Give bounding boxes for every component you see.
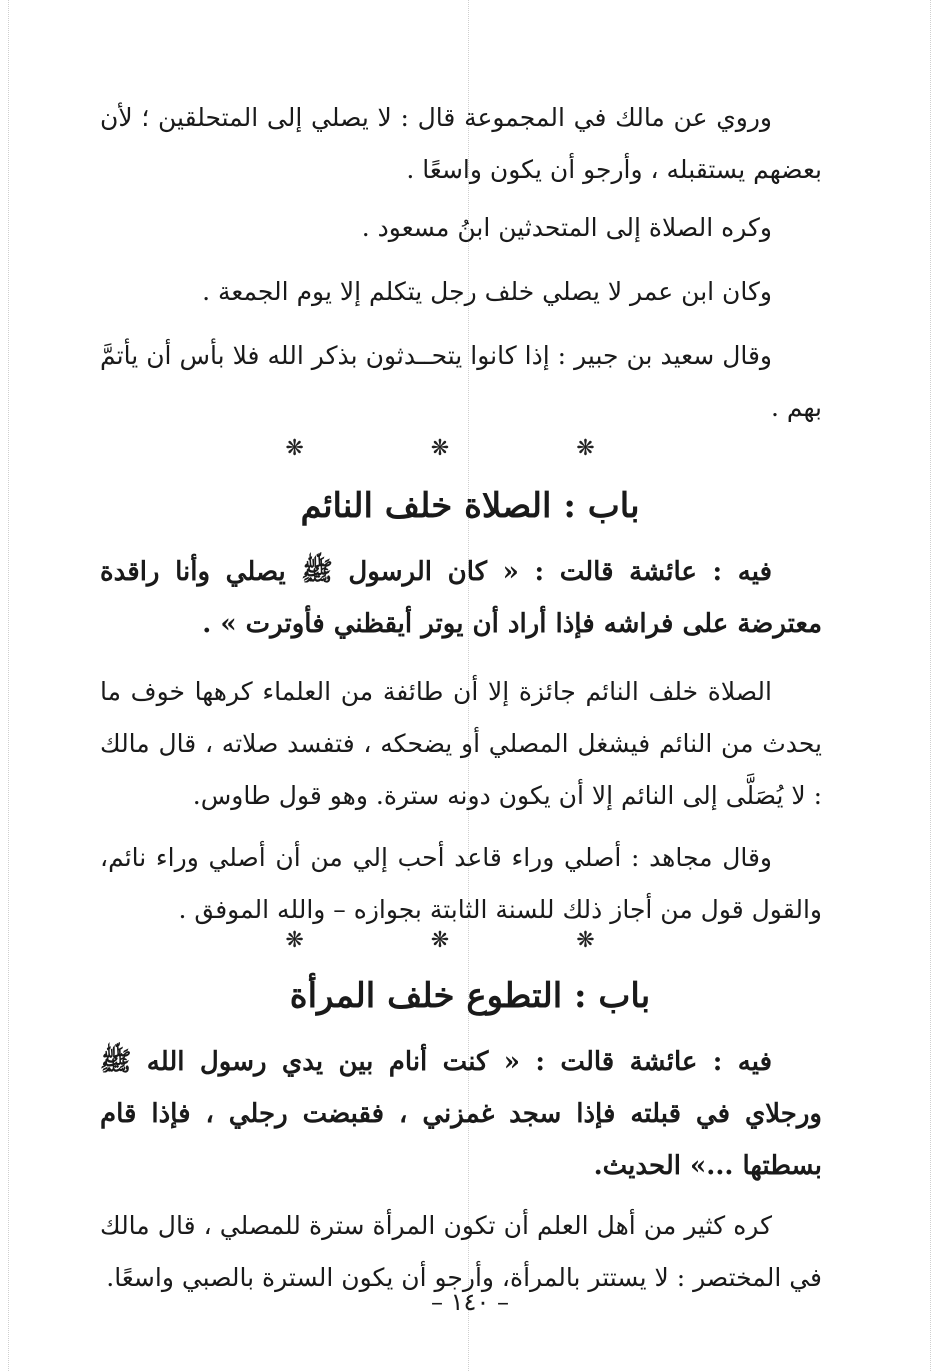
section-heading-woman: باب : التطوع خلف المرأة [289, 976, 651, 1016]
section-heading-sleeper: باب : الصلاة خلف النائم [300, 486, 640, 526]
scan-edge-right [930, 0, 931, 1371]
section-woman-body [100, 1036, 822, 1304]
opening-paragraphs [100, 92, 822, 434]
section-sleeper-body [100, 546, 822, 936]
hadith-aisha-woman: فيه : عائشة قالت : « كنت أنام بين يدي رسول الله ﷺ ورجلاي في قبلته فإذا سجد غمزني ، فقبضت رجلي ، فإذا قام بسطتها ...» الحديث. [100, 1047, 822, 1181]
hadith-aisha-sleeper: فيه : عائشة قالت : « كان الرسول ﷺ يصلي وأنا راقدة معترضة على فراشه فإذا أراد أن يوتر أيقظني فأوترت » . [100, 557, 822, 639]
paragraph-mujahid: وقال مجاهد : أصلي وراء قاعد أحب إلي من أن أصلي وراء نائم، والقول قول من أجاز ذلك للسنة الثابتة بجوازه – والله الموفق . [100, 843, 822, 924]
paragraph-malik-circles: وروي عن مالك في المجموعة قال : لا يصلي إلى المتحلقين ؛ لأن بعضهم يستقبله ، وأرجو أن يكون واسعًا . [100, 103, 822, 184]
paragraph-prayer-behind-sleeper: الصلاة خلف النائم جائزة إلا أن طائفة من العلماء كرهها خوف ما يحدث من النائم فيشغل المصلي أو يضحكه ، فتفسد صلاته ، قال مالك : لا يُصَلَّى إلى النائم إلا أن يكون دونه سترة. وهو قول طاوس. [100, 677, 822, 810]
paragraph-said-bin-jubair: وقال سعيد بن جبير : إذا كانوا يتحــدثون بذكر الله فلا بأس أن يأتمَّ بهم . [100, 341, 822, 422]
scan-edge-left [8, 0, 9, 1371]
page-number: – ١٤٠ – [431, 1288, 509, 1316]
paragraph-woman-sutra: كره كثير من أهل العلم أن تكون المرأة سترة للمصلي ، قال مالك في المختصر : لا يستتر بالمرأة، وأرجو أن يكون السترة بالصبي واسعًا. [100, 1211, 822, 1292]
paragraph-ibn-umar: وكان ابن عمر لا يصلي خلف رجل يتكلم إلا يوم الجمعة . [202, 277, 772, 306]
section-separator: ❋ ❋ ❋ [285, 928, 655, 953]
section-separator: ❋ ❋ ❋ [285, 436, 655, 461]
paragraph-ibn-masud: وكره الصلاة إلى المتحدثين ابنُ مسعود . [361, 213, 772, 242]
